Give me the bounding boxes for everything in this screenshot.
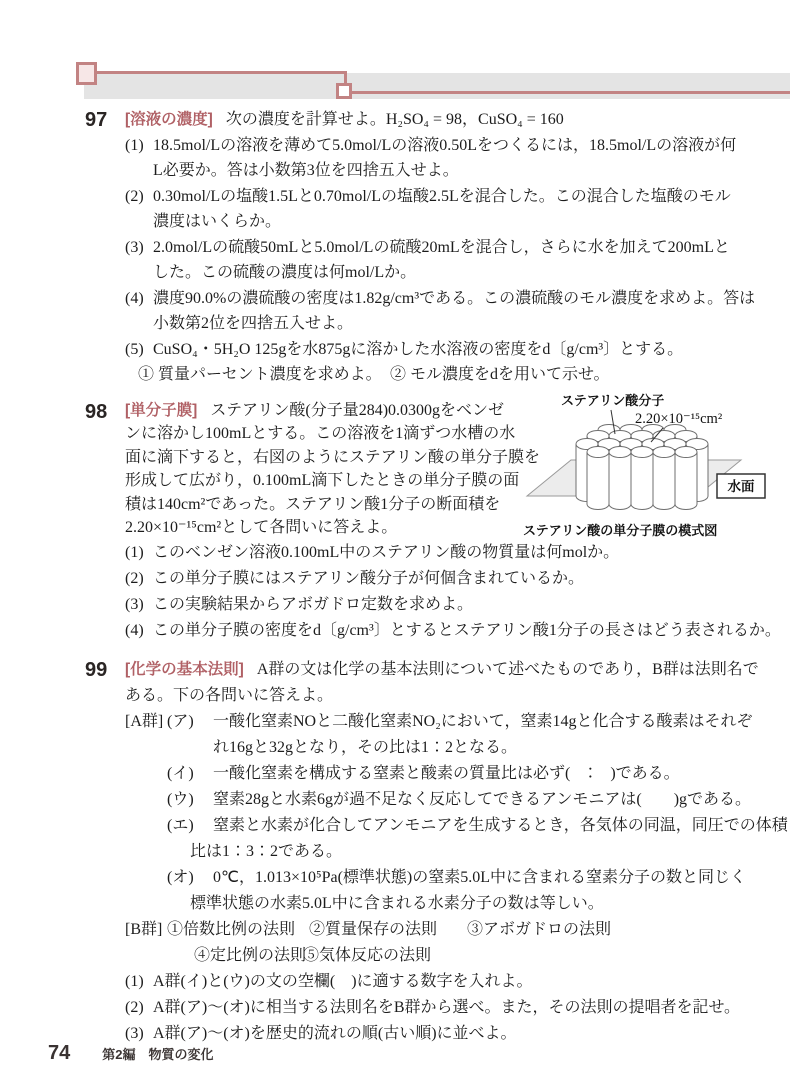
q97-item-2-cont: 濃度はいくらか。 [153, 213, 282, 230]
item-label: (2) [125, 187, 144, 205]
problem-97-number: 97 [85, 109, 108, 131]
groupB-row-2 [125, 943, 788, 969]
problem-99-tag: [化学の基本法則] [125, 660, 244, 678]
q99-question-1 [125, 969, 788, 995]
item-label: (ウ) [167, 790, 194, 808]
groupA-row-e [125, 813, 788, 839]
page-content [85, 107, 788, 1047]
text-line: ステアリン酸(分子量284)0.0300gをベンゼ [210, 401, 505, 419]
item-text: 一酸化窒素を構成する窒素と酸素の質量比は必ず( ： )である。 [213, 764, 680, 782]
item-text: この単分子膜にはステアリン酸分子が何個含まれているか。 [153, 569, 585, 587]
item-text: 0℃，1.013×10⁵Pa(標準状態)の窒素5.0L中に含まれる窒素分子の数と同じく [213, 868, 747, 886]
text-line: 2.20×10⁻¹⁵cm²として各問いに答えよ。 [125, 519, 398, 536]
groupA-row-o-cont: 標準状態の水素5.0L中に含まれる水素分子の数は等しい。 [190, 894, 604, 912]
figure-caption: ステアリン酸の単分子膜の模式図 [523, 522, 718, 538]
problem-98-number: 98 [85, 400, 108, 423]
groupA-row-u [125, 787, 788, 813]
q98-item-3 [125, 592, 781, 618]
item-label: (1) [125, 972, 144, 990]
text-line: 積は140cm²であった。ステアリン酸1分子の断面積を [125, 495, 501, 513]
item-text: A群(ア)～(オ)に相当する法則名をB群から選べ。また，その法則の提唱者を記せ。 [153, 998, 741, 1016]
item-text: CuSO₄・5H₂O 125gを水875gに溶かした水溶液の密度をd〔g/cm³〕とする。 [153, 340, 684, 358]
item-text: 18.5mol/Lの溶液を薄めて5.0mol/Lの溶液0.50Lをつくるには，18.5mol/Lの溶液が何 [153, 136, 737, 154]
law-option-3: ③アボガドロの法則 [467, 920, 612, 938]
page-number: 74 [48, 1042, 71, 1064]
item-label: (エ) [167, 816, 194, 834]
groupA-row-i [125, 761, 788, 787]
item-label: (2) [125, 998, 144, 1016]
item-label: (1) [125, 136, 144, 154]
q99-question-2 [125, 995, 788, 1021]
groupB-row-1 [125, 917, 788, 943]
problem-97-tag: [溶液の濃度] [125, 111, 213, 128]
item-label: (4) [125, 621, 144, 639]
item-label: (3) [125, 1024, 144, 1042]
monolayer-figure [523, 390, 771, 539]
law-option-1: ①倍数比例の法則 [167, 920, 296, 938]
q97-item-2 [125, 184, 757, 210]
intro-line-2: ある。下の各問いに答えよ。 [125, 686, 334, 704]
subquestion-2: ② モル濃度をdを用いて示せ。 [390, 366, 610, 383]
q97-item-5-subquestions [125, 362, 757, 388]
problem-99-body [125, 657, 788, 1047]
header-line-top [92, 71, 347, 74]
q97-item-4 [125, 286, 757, 312]
item-label: (3) [125, 595, 144, 613]
q98-item-4 [125, 618, 781, 644]
law-option-4: ④定比例の法則 [194, 946, 307, 964]
item-label: (ア) [167, 712, 194, 730]
groupA-row-a [125, 709, 788, 735]
molecule-label: ステアリン酸分子 [561, 392, 665, 408]
groupA-label: [A群] [125, 712, 164, 730]
molecule-cylinders-front [587, 446, 697, 509]
item-text: 窒素と水素が化合してアンモニアを生成するとき，各気体の同温，同圧での体積 [213, 816, 788, 834]
problem-99 [85, 657, 788, 1047]
footer-section-title: 第2編 物質の変化 [102, 1047, 214, 1062]
problem-98-body [125, 392, 781, 644]
law-option-5: ⑤気体反応の法則 [303, 946, 432, 964]
water-surface-label: 水面 [727, 478, 755, 494]
item-label: (1) [125, 543, 144, 561]
problem-99-intro [125, 657, 788, 683]
item-text: 濃度90.0%の濃硫酸の密度は1.82g/cm³である。この濃硫酸のモル濃度を求めよ。答は [153, 289, 756, 307]
area-label: 2.20×10⁻¹⁵cm² [635, 410, 723, 427]
problem-97-intro [125, 107, 757, 133]
item-text: A群(イ)と(ウ)の文の空欄( )に適する数字を入れよ。 [153, 972, 533, 990]
item-label: (3) [125, 238, 144, 256]
monolayer-diagram [523, 390, 771, 514]
q97-item-5 [125, 337, 757, 363]
item-text: この単分子膜の密度をd〔g/cm³〕とするとステアリン酸1分子の長さはどう表されるか。 [153, 621, 781, 639]
groupB-label: [B群] [125, 920, 163, 938]
text-line: 形成して広がり，0.100mL滴下したときの単分子膜の面 [125, 472, 520, 489]
problem-99-number: 99 [85, 658, 108, 681]
item-label: (4) [125, 289, 144, 307]
groupA-row-o [125, 865, 788, 891]
q97-item-3 [125, 235, 757, 261]
problem-97 [85, 107, 757, 388]
q98-item-2 [125, 566, 781, 592]
item-label: (2) [125, 569, 144, 587]
item-text: 0.30mol/Lの塩酸1.5Lと0.70mol/Lの塩酸2.5Lを混合した。この混合した塩酸のモル [153, 187, 731, 205]
item-text: 窒素28gと水素6gが過不足なく反応してできるアンモニアは( )gである。 [213, 790, 752, 808]
problem-98-tag: [単分子膜] [125, 401, 198, 419]
item-label: (5) [125, 340, 144, 358]
problem-98 [85, 392, 781, 644]
header-band [84, 73, 790, 99]
q97-item-3-cont: した。この硫酸の濃度は何mol/Lか。 [153, 264, 417, 281]
item-label: (オ) [167, 868, 194, 886]
groupA-row-e-cont: 比は1：3：2である。 [190, 842, 343, 860]
groupA-row-a-cont: れ16gと32gとなり，その比は1：2となる。 [213, 738, 518, 756]
q97-item-4-cont: 小数第2位を四捨五入せよ。 [153, 315, 354, 332]
page-footer [48, 1042, 213, 1065]
q97-item-1 [125, 133, 757, 159]
header-line-bottom [352, 91, 790, 94]
q97-item-1-cont: L必要か。答は小数第3位を四捨五入せよ。 [153, 162, 459, 179]
text-line: 面に滴下すると，右図のようにステアリン酸の単分子膜を [125, 448, 541, 466]
item-text: 2.0mol/Lの硫酸50mLと5.0mol/Lの硫酸20mLを混合し，さらに水を加えて200mLと [153, 238, 730, 256]
header-square-pink [76, 62, 97, 85]
header-square-white [336, 83, 352, 99]
subquestion-1: ① 質量パーセント濃度を求めよ。 [138, 366, 382, 383]
text-line: ンに溶かし100mLとする。この溶液を1滴ずつ水槽の水 [125, 425, 516, 442]
item-label: (イ) [167, 764, 194, 782]
item-text: A群(ア)～(オ)を歴史的流れの順(古い順)に並べよ。 [153, 1024, 517, 1042]
problem-97-body [125, 107, 757, 388]
item-text: このベンゼン溶液0.100mL中のステアリン酸の物質量は何molか。 [153, 543, 620, 561]
item-text: 一酸化窒素NOと二酸化窒素NO₂において，窒素14gと化合する酸素はそれぞ [213, 712, 753, 730]
intro-line-1: A群の文は化学の基本法則について述べたものであり，B群は法則名で [256, 660, 759, 678]
q98-item-1 [125, 540, 781, 566]
problem-97-intro-text: 次の濃度を計算せよ。H₂SO₄ = 98，CuSO₄ = 160 [225, 111, 564, 128]
q99-question-3 [125, 1021, 788, 1047]
item-text: この実験結果からアボガドロ定数を求めよ。 [153, 595, 474, 613]
law-option-2: ②質量保存の法則 [309, 920, 438, 938]
